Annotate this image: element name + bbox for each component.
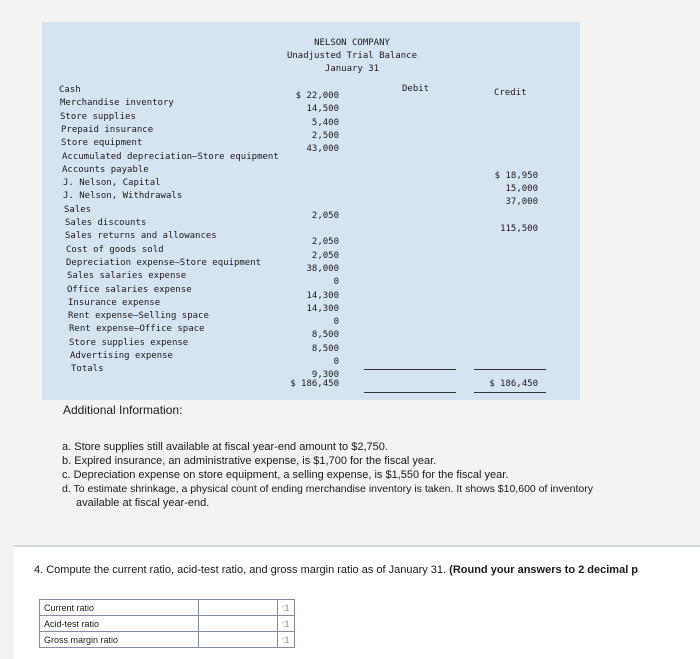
account-name: Rent expense—Selling space — [68, 311, 209, 321]
credit-amount: $ 18,950 — [494, 171, 538, 181]
note-d-continued: available at fiscal year-end. — [76, 497, 210, 509]
credit-header: Credit — [494, 88, 527, 98]
question-instruction: (Round your answers to 2 decimal p — [449, 564, 639, 576]
question-4 — [34, 564, 638, 576]
acid-test-ratio-suffix: :1 — [278, 616, 295, 632]
acid-test-ratio-cell[interactable] — [199, 616, 278, 632]
account-name: Sales discounts — [65, 218, 147, 228]
debit-amount: 2,050 — [311, 251, 339, 261]
total-credit: $ 186,450 — [489, 379, 538, 389]
account-name: Accumulated depreciation—Store equipment — [62, 152, 279, 162]
debit-amount: 2,050 — [311, 211, 339, 221]
current-ratio-cell[interactable] — [199, 600, 278, 616]
note-a: a. Store supplies still available at fiscal year-end amount to $2,750. — [62, 441, 388, 453]
account-name: Accounts payable — [62, 165, 149, 175]
current-ratio-input[interactable] — [203, 601, 271, 615]
debit-amount: 5,400 — [311, 118, 339, 128]
account-name: Advertising expense — [70, 351, 173, 361]
credit-amount: 115,500 — [500, 224, 538, 234]
debit-amount: 14,300 — [306, 291, 339, 301]
account-name: J. Nelson, Withdrawals — [63, 191, 183, 201]
question-panel — [14, 545, 700, 659]
credit-amount: 37,000 — [505, 197, 538, 207]
debit-amount: 2,050 — [311, 237, 339, 247]
account-name: Sales — [64, 205, 92, 215]
account-name: Merchandise inventory — [60, 98, 174, 108]
table-row — [40, 632, 295, 648]
account-name: Insurance expense — [68, 298, 161, 308]
account-name: Depreciation expense—Store equipment — [66, 258, 262, 268]
account-name: Rent expense—Office space — [69, 324, 205, 334]
question-text: 4. Compute the current ratio, acid-test ratio, and gross margin ratio as of January 31. — [34, 564, 447, 576]
account-name: Store supplies — [60, 112, 136, 122]
debit-amount: 8,500 — [311, 330, 339, 340]
account-name: Store supplies expense — [69, 338, 189, 348]
note-c: c. Depreciation expense on store equipment, a selling expense, is $1,550 for the fiscal year. — [62, 469, 509, 481]
debit-amount: 14,500 — [306, 104, 339, 114]
additional-info-heading: Additional Information: — [63, 403, 183, 417]
current-ratio-suffix: :1 — [278, 600, 295, 616]
credit-amount: 15,000 — [505, 184, 538, 194]
account-name: Sales salaries expense — [67, 271, 187, 281]
ratio-answer-table — [39, 599, 295, 648]
total-credit-rule-top — [474, 369, 546, 370]
account-name: J. Nelson, Capital — [63, 178, 161, 188]
current-ratio-label: Current ratio — [40, 600, 199, 616]
account-name: Cost of goods sold — [66, 245, 164, 255]
table-row — [40, 616, 295, 632]
debit-amount: 38,000 — [306, 264, 339, 274]
debit-amount: 43,000 — [306, 144, 339, 154]
debit-header: Debit — [402, 84, 430, 94]
debit-amount: 8,500 — [311, 344, 339, 354]
account-name: Office salaries expense — [67, 285, 192, 295]
debit-amount: 9,300 — [311, 370, 339, 380]
account-name: Store equipment — [61, 138, 143, 148]
debit-amount: $ 22,000 — [295, 91, 339, 101]
note-d: d. To estimate shrinkage, a physical count of ending merchandise inventory is taken. It shows $10,600 of inventory — [62, 483, 593, 495]
acid-test-ratio-input[interactable] — [203, 617, 271, 631]
gross-margin-ratio-input[interactable] — [203, 633, 271, 647]
table-row — [40, 600, 295, 616]
note-b: b. Expired insurance, an administrative expense, is $1,700 for the fiscal year. — [62, 455, 437, 467]
account-name: Sales returns and allowances — [65, 231, 217, 241]
debit-amount: 0 — [333, 317, 339, 327]
gross-margin-ratio-label: Gross margin ratio — [40, 632, 199, 648]
statement-date: January 31 — [324, 64, 380, 74]
debit-amount: 14,300 — [306, 304, 339, 314]
gross-margin-ratio-cell[interactable] — [199, 632, 278, 648]
account-name: Totals — [71, 364, 104, 374]
account-name: Prepaid insurance — [61, 125, 154, 135]
acid-test-ratio-label: Acid-test ratio — [40, 616, 199, 632]
debit-amount: 0 — [333, 277, 339, 287]
account-name: Cash — [59, 85, 81, 95]
debit-amount: 2,500 — [311, 131, 339, 141]
total-debit-rule-top — [364, 369, 456, 370]
debit-amount: 0 — [333, 357, 339, 367]
trial-balance-panel — [42, 22, 580, 400]
total-debit: $ 186,450 — [290, 379, 339, 389]
company-name: NELSON COMPANY — [314, 38, 390, 48]
total-credit-rule-bottom — [474, 392, 546, 393]
total-debit-rule-bottom — [364, 392, 456, 393]
gross-margin-ratio-suffix: :1 — [278, 632, 295, 648]
statement-title: Unadjusted Trial Balance — [286, 51, 418, 61]
